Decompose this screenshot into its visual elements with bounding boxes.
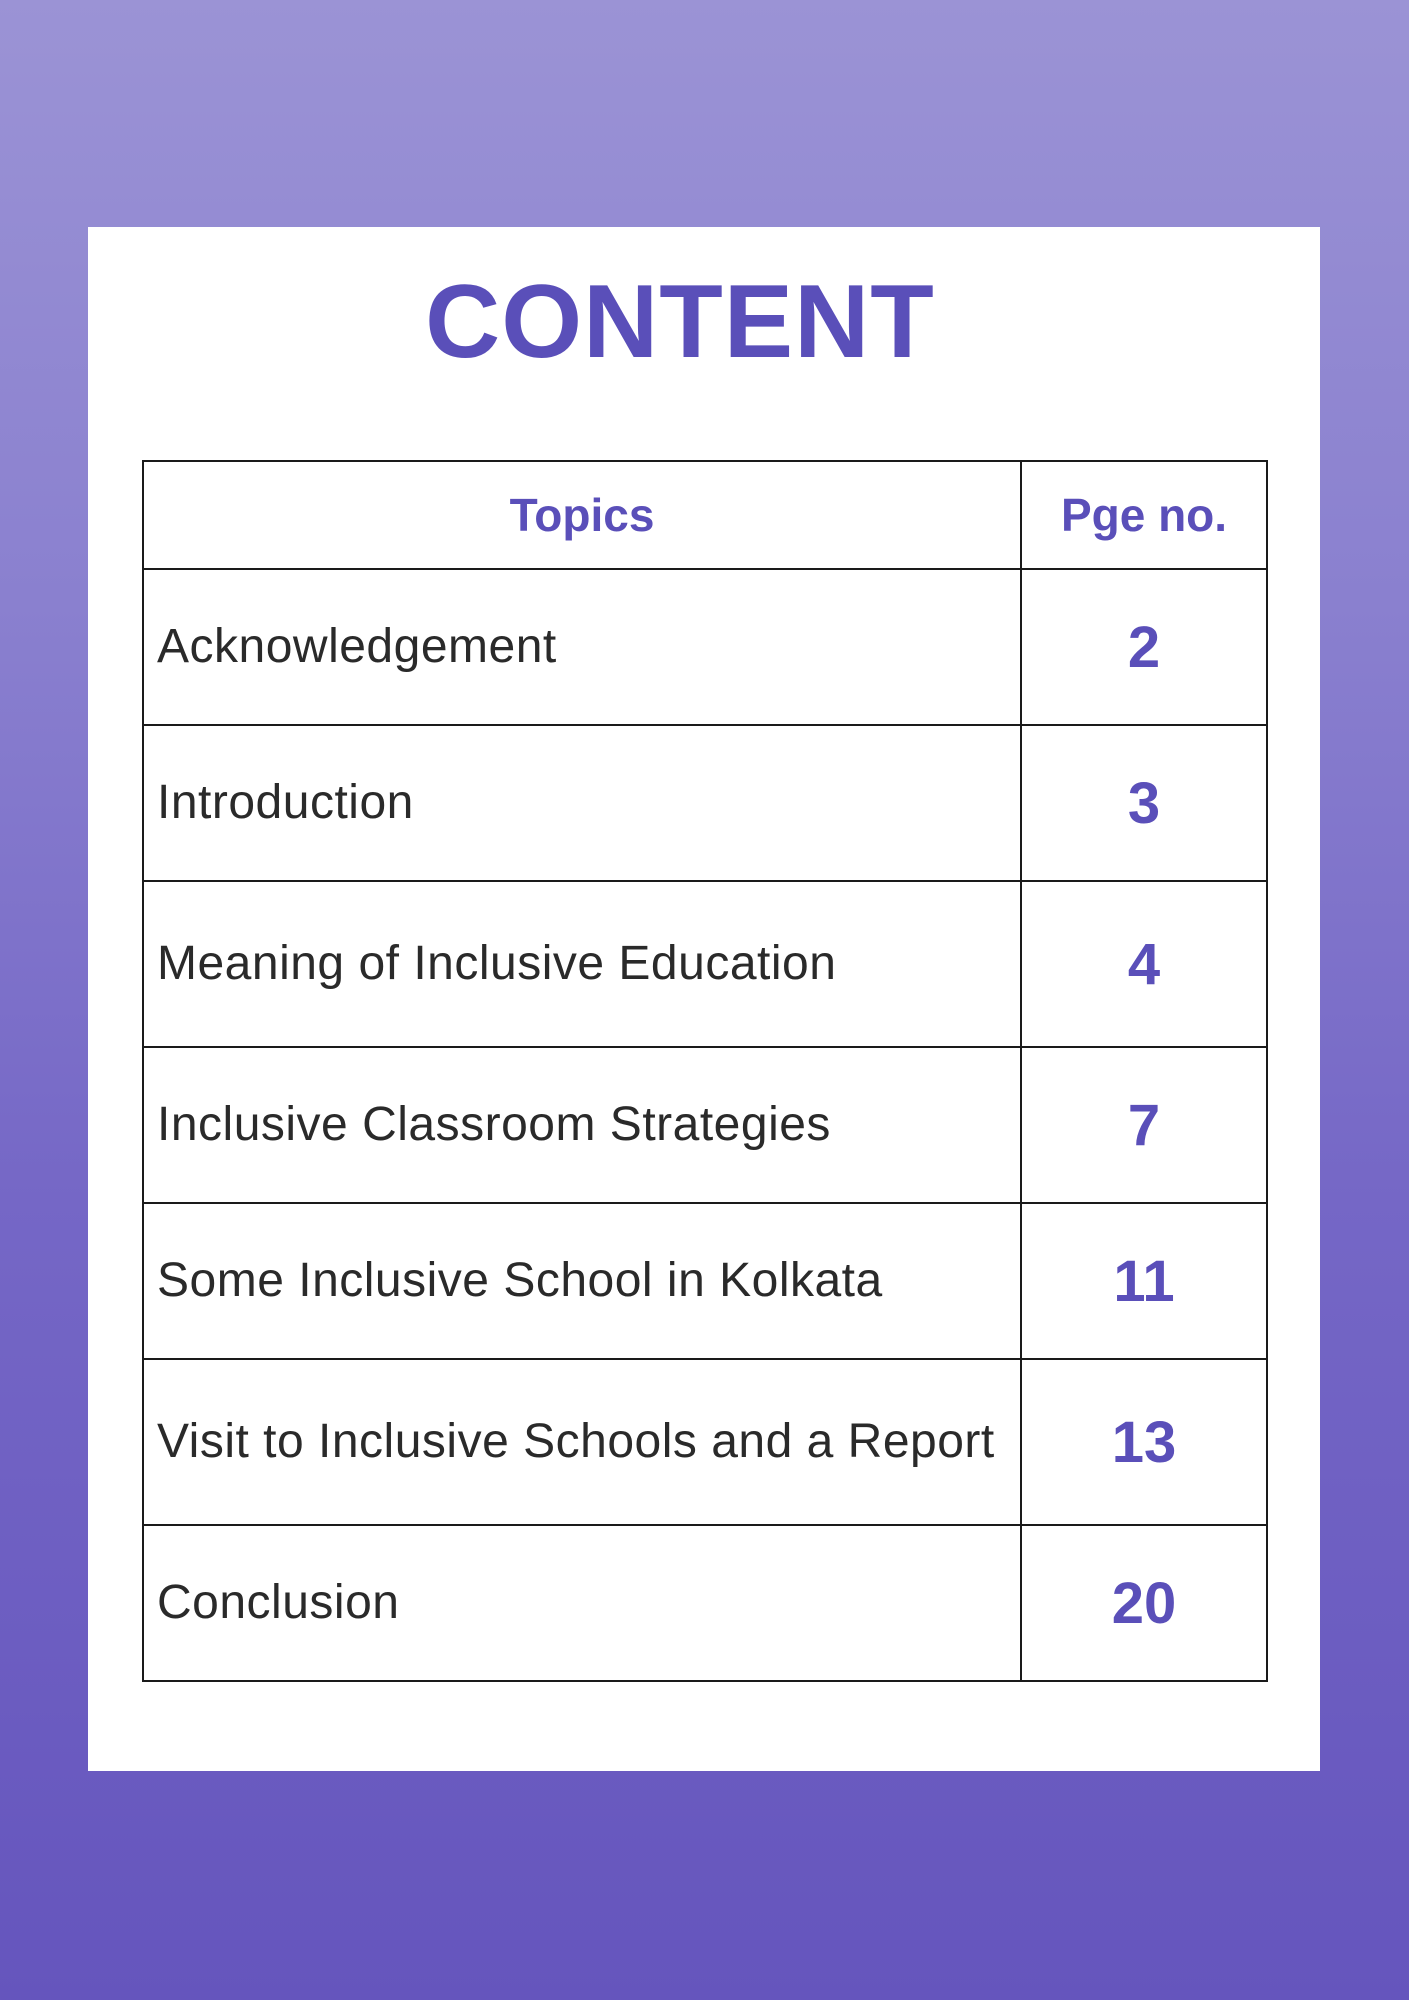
table-row [143,1047,1267,1203]
table-row [143,1359,1267,1525]
page-number-cell: 20 [1021,1525,1267,1681]
page-title: CONTENT [425,264,935,380]
table-row [143,725,1267,881]
topic-cell: Conclusion [143,1525,1021,1681]
table-row [143,881,1267,1047]
topic-cell: Acknowledgement [143,569,1021,725]
topics-header: Topics [143,461,1021,569]
topic-cell: Introduction [143,725,1021,881]
table-row [143,1525,1267,1681]
topic-cell: Inclusive Classroom Strategies [143,1047,1021,1203]
topic-cell: Visit to Inclusive Schools and a Report [143,1359,1021,1525]
page-number-cell: 4 [1021,881,1267,1047]
page-number-cell: 11 [1021,1203,1267,1359]
topic-cell: Some Inclusive School in Kolkata [143,1203,1021,1359]
page-no-header: Pge no. [1021,461,1267,569]
topic-cell: Meaning of Inclusive Education [143,881,1021,1047]
table-row [143,1203,1267,1359]
table-header-row [143,461,1267,569]
page-number-cell: 7 [1021,1047,1267,1203]
page-number-cell: 2 [1021,569,1267,725]
page-number-cell: 3 [1021,725,1267,881]
contents-table [142,460,1268,1682]
page-number-cell: 13 [1021,1359,1267,1525]
table-row [143,569,1267,725]
